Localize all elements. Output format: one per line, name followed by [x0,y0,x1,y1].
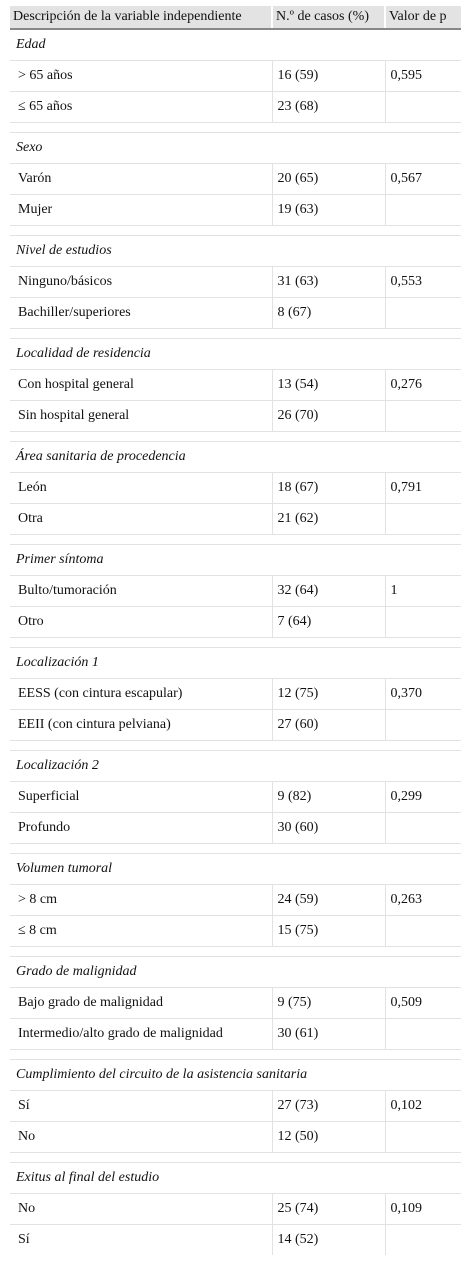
row-label: Otro [10,607,272,638]
row-cases: 20 (65) [272,164,385,195]
row-p-value: 0,276 [385,370,461,401]
group-title: Localización 1 [10,648,461,679]
row-label: Otra [10,504,272,535]
row-label: Ninguno/básicos [10,267,272,298]
table-row [10,1091,461,1122]
table-row [10,1019,461,1050]
row-p-value: 0,567 [385,164,461,195]
group-spacer [10,638,461,648]
row-p-value: 0,791 [385,473,461,504]
table-row [10,61,461,92]
group-title: Grado de malignidad [10,957,461,988]
group-spacer [10,1050,461,1060]
row-cases: 9 (82) [272,782,385,813]
row-p-value [385,504,461,535]
row-label: Intermedio/alto grado de malignidad [10,1019,272,1050]
group-title: Cumplimiento del circuito de la asistencia sanitaria [10,1060,461,1091]
row-cases: 16 (59) [272,61,385,92]
group-header-row [10,854,461,885]
row-label: Sí [18,1232,30,1247]
row-cases: 30 (61) [272,1019,385,1050]
row-p-value: 0,299 [385,782,461,813]
row-p-value [385,298,461,329]
group-header-row [10,751,461,782]
header-row [10,6,461,29]
group-header-row [10,648,461,679]
group-header-row [10,1060,461,1091]
group-spacer [10,123,461,133]
row-cases: 12 (50) [272,1122,385,1153]
row-label: > 8 cm [10,885,272,916]
table-row [10,164,461,195]
group-spacer [10,1153,461,1163]
row-label: No [10,1194,272,1225]
row-cases: 7 (64) [272,607,385,638]
group-spacer [10,329,461,339]
table-row [10,1194,461,1225]
group-header-row [10,545,461,576]
row-label: No [10,1122,272,1153]
group-header-row [10,339,461,370]
row-p-value [385,710,461,741]
row-cases: 12 (75) [272,679,385,710]
group-title: Nivel de estudios [10,236,461,267]
table-row [10,1225,461,1256]
group-header-row [10,29,461,61]
row-cases: 31 (63) [272,267,385,298]
row-p-value [385,1019,461,1050]
group-spacer [10,226,461,236]
row-p-value [385,916,461,947]
row-p-value [385,607,461,638]
group-header-row [10,133,461,164]
group-title: Primer síntoma [10,545,461,576]
table-row [10,473,461,504]
row-label: Con hospital general [10,370,272,401]
table-row [10,679,461,710]
row-label: Bachiller/superiores [10,298,272,329]
row-cases: 18 (67) [272,473,385,504]
table-row [10,885,461,916]
row-p-value: 0,263 [385,885,461,916]
table-row [10,401,461,432]
table-row [10,504,461,535]
table-row [10,195,461,226]
group-title: Sexo [10,133,461,164]
row-label: Superficial [10,782,272,813]
table-row [10,988,461,1019]
row-p-value: 0,509 [385,988,461,1019]
table-row [10,710,461,741]
row-cases: 21 (62) [272,504,385,535]
group-header-row [10,442,461,473]
row-label: ≤ 8 cm [10,916,272,947]
table-row [10,607,461,638]
group-spacer [10,741,461,751]
table-row [10,576,461,607]
row-label: EEII (con cintura pelviana) [10,710,272,741]
row-label: Varón [10,164,272,195]
row-p-value [385,195,461,226]
group-spacer [10,535,461,545]
row-cases: 23 (68) [272,92,385,123]
row-label: > 65 años [10,61,272,92]
row-label: Profundo [10,813,272,844]
row-p-value: 0,102 [385,1091,461,1122]
row-p-value [385,1122,461,1153]
group-spacer [10,432,461,442]
row-cases: 27 (73) [272,1091,385,1122]
group-header-row [10,957,461,988]
group-title: Exitus al final del estudio [10,1163,461,1194]
header-p-value: Valor de p [385,6,461,29]
row-label: Bajo grado de malignidad [10,988,272,1019]
row-p-value: 0,595 [385,61,461,92]
row-cases: 9 (75) [272,988,385,1019]
row-cases: 26 (70) [272,401,385,432]
row-cases: 32 (64) [272,576,385,607]
table-body [10,29,461,1255]
row-p-value [385,813,461,844]
row-cases: 30 (60) [272,813,385,844]
group-title: Área sanitaria de procedencia [10,442,461,473]
table-row [10,916,461,947]
row-cases: 13 (54) [272,370,385,401]
row-label: Sí [10,1091,272,1122]
group-header-row [10,1163,461,1194]
row-p-value: 0,109 [385,1194,461,1225]
table-row [10,92,461,123]
row-p-value: 0,370 [385,679,461,710]
row-p-value [385,92,461,123]
row-cases: 8 (67) [272,298,385,329]
table-row [10,298,461,329]
row-label: Sin hospital general [10,401,272,432]
row-label: EESS (con cintura escapular) [10,679,272,710]
row-label: León [10,473,272,504]
header-cases: N.º de casos (%) [272,6,385,29]
group-title: Localización 2 [10,751,461,782]
group-spacer [10,947,461,957]
row-cases: 25 (74) [272,1194,385,1225]
row-cases: 14 (52) [272,1225,385,1256]
table-row [10,813,461,844]
row-cases: 19 (63) [272,195,385,226]
row-label: Bulto/tumoración [10,576,272,607]
row-label: Mujer [10,195,272,226]
group-title: Localidad de residencia [10,339,461,370]
group-title: Volumen tumoral [10,854,461,885]
group-spacer [10,844,461,854]
row-cases: 27 (60) [272,710,385,741]
header-description: Descripción de la variable independiente [10,6,272,29]
table-row [10,370,461,401]
group-title: Edad [10,29,461,61]
row-p-value: 1 [385,576,461,607]
table-row [10,267,461,298]
group-header-row [10,236,461,267]
row-p-value: 0,553 [385,267,461,298]
row-p-value [385,401,461,432]
variables-table [10,6,461,1255]
row-label: ≤ 65 años [10,92,272,123]
row-cases: 15 (75) [272,916,385,947]
row-p-value [385,1225,461,1256]
row-cases: 24 (59) [272,885,385,916]
table-row [10,1122,461,1153]
table-row [10,782,461,813]
